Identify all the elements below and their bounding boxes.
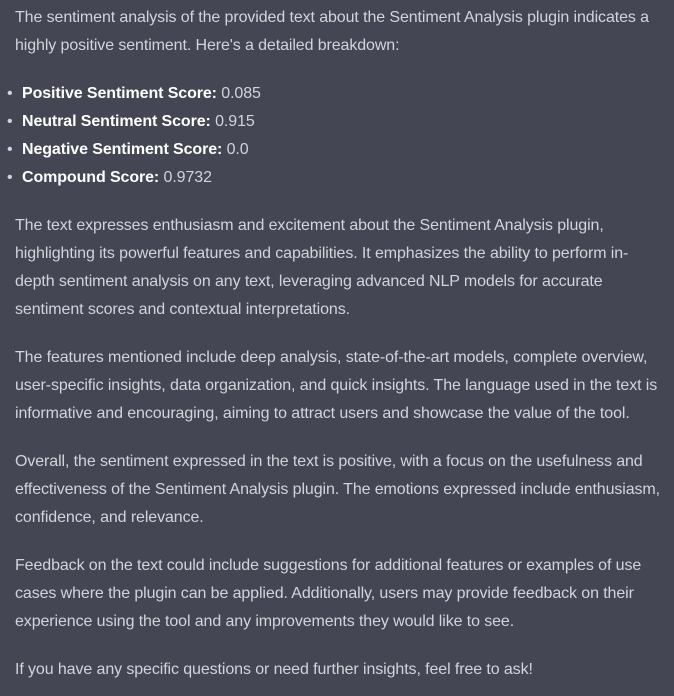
- paragraph-closing: If you have any specific questions or need further insights, feel free to ask!: [15, 661, 533, 678]
- paragraph-feedback: Feedback on the text could include suggestions for additional features or examples of use cases where the plugin can be applied. Additionally, users may provide feedback on their experience using the tool and any improvements they would like to see.: [15, 557, 642, 630]
- bullet-icon: •: [7, 141, 13, 158]
- bullet-icon: •: [7, 169, 13, 186]
- score-label: Compound Score:: [22, 169, 160, 186]
- score-item-compound: [7, 164, 666, 192]
- score-item-positive: [7, 80, 666, 108]
- paragraph-features: The features mentioned include deep analysis, state-of-the-art models, complete overview, user-specific insights, data organization, and quick insights. The language used in the text is informative and encouraging, aiming to attract users and showcase the value of the tool.: [15, 349, 658, 422]
- bullet-icon: •: [7, 113, 13, 130]
- score-item-neutral: [7, 108, 666, 136]
- score-item-negative: [7, 136, 666, 164]
- score-list: [7, 80, 666, 192]
- score-label: Neutral Sentiment Score:: [22, 113, 211, 130]
- score-value: 0.9732: [163, 169, 212, 186]
- score-value: 0.085: [221, 85, 261, 102]
- paragraph-summary: The text expresses enthusiasm and excitement about the Sentiment Analysis plugin, highlighting its powerful features and capabilities. It emphasizes the ability to perform in-depth sentiment analysis on any text, leveraging advanced NLP models for accurate sentiment scores and contextual interpretations.: [15, 217, 629, 318]
- score-value: 0.915: [215, 113, 255, 130]
- score-label: Negative Sentiment Score:: [22, 141, 223, 158]
- paragraph-overall: Overall, the sentiment expressed in the text is positive, with a focus on the usefulness and effectiveness of the Sentiment Analysis plugin. The emotions expressed include enthusiasm, confidence, and relevance.: [15, 453, 661, 526]
- score-label: Positive Sentiment Score:: [22, 85, 217, 102]
- intro-paragraph: The sentiment analysis of the provided text about the Sentiment Analysis plugin indicates a highly positive sentiment. Here's a detailed breakdown:: [15, 9, 649, 54]
- score-value: 0.0: [226, 141, 249, 158]
- bullet-icon: •: [7, 85, 13, 102]
